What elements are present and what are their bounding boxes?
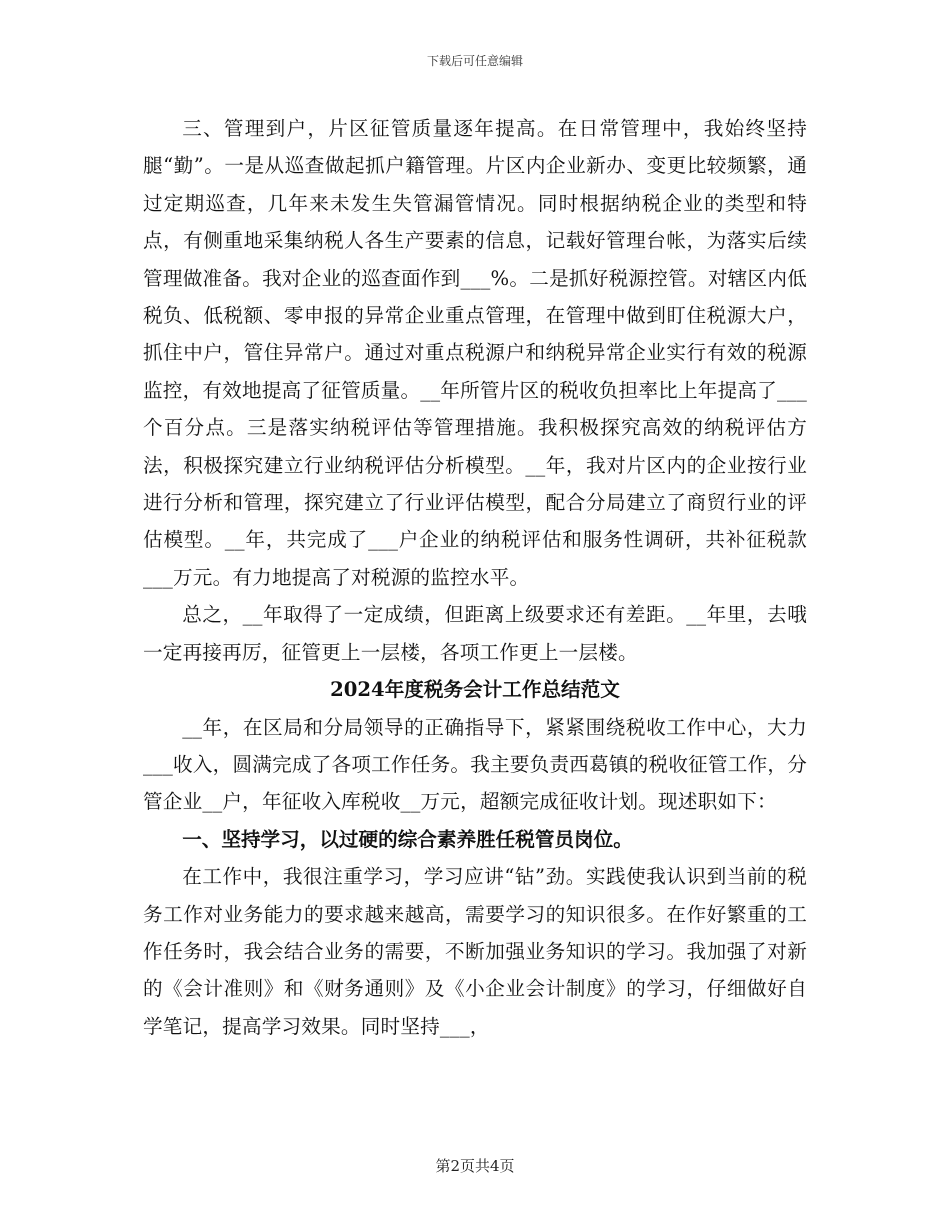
section-heading-1: 一、坚持学习，以过硬的综合素养胜任税管员岗位。	[182, 827, 633, 851]
page-number: 第2页共4页	[435, 1157, 515, 1175]
paragraph-summary: 总之，__年取得了一定成绩，但距离上级要求还有差距。__年里，去哦一定再接再厉，征管更上一层楼，各项工作更上一层楼。	[143, 603, 807, 664]
paragraph-management: 三、管理到户，片区征管质量逐年提高。在日常管理中，我始终坚持腿“勤”。一是从巡查做起抓户籍管理。片区内企业新办、变更比较频繁，通过定期巡查，几年来未发生失管漏管情况。同时根据纳税企业的类型和特点，有侧重地采集纳税人各生产要素的信息，记载好管理台帐，为落实后续管理做准备。我对企业的巡查面作到___%。二是抓好税源控管。对辖区内低税负、低税额、零申报的异常企业重点管理，在管理中做到盯住税源大户，抓住中户，管住异常户。通过对重点税源户和纳税异常企业实行有效的税源监控，有效地提高了征管质量。__年所管片区的税收负担率比上年提高了___个百分点。三是落实纳税评估等管理措施。我积极探究高效的纳税评估方法，积极探究建立行业纳税评估分析模型。__年，我对片区内的企业按行业进行分析和管理，探究建立了行业评估模型，配合分局建立了商贸行业的评估模型。__年，共完成了___户企业的纳税评估和服务性调研，共补征税款___万元。有力地提高了对税源的监控水平。	[143, 117, 807, 589]
section-title: 2024年度税务会计工作总结范文	[330, 678, 620, 702]
paragraph-study: 在工作中，我很注重学习，学习应讲“钻”劲。实践使我认识到当前的税务工作对业务能力的要求越来越高，需要学习的知识很多。在作好繁重的工作任务时，我会结合业务的需要，不断加强业务知识的学习。我加强了对新的《会计准则》和《财务通则》及《小企业会计制度》的学习，仔细做好自学笔记，提高学习效果。同时坚持___，	[143, 865, 807, 1038]
header-note: 下载后可任意编辑	[426, 54, 523, 68]
paragraph-intro: __年，在区局和分局领导的正确指导下，紧紧围绕税收工作中心，大力___收入，圆满完成了各项工作任务。我主要负责西葛镇的税收征管工作，分管企业__户，年征收入库税收__万元，超额完成征收计划。现述职如下：	[143, 715, 807, 814]
document-body	[143, 110, 807, 1045]
